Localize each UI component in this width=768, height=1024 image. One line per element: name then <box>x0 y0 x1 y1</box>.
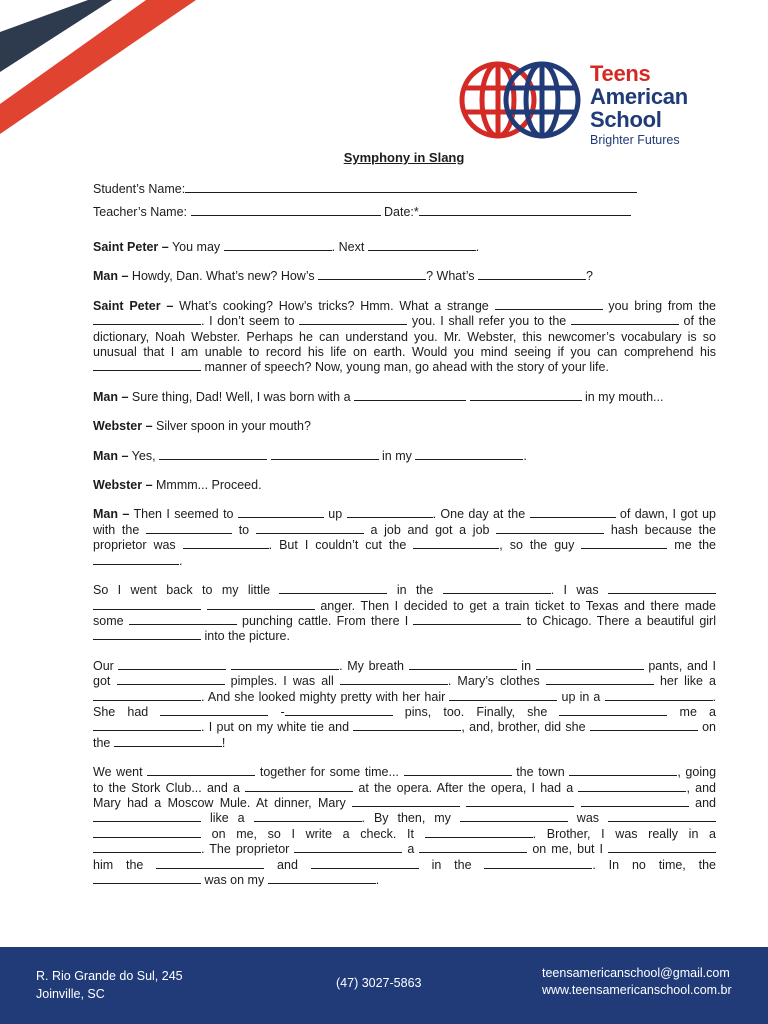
fill-in-blank[interactable] <box>118 660 226 670</box>
fill-in-blank[interactable] <box>93 691 201 701</box>
dialogue-text: . <box>179 553 183 568</box>
fill-in-blank[interactable] <box>231 660 339 670</box>
fill-in-blank[interactable] <box>93 721 201 731</box>
dialogue-text: of the dictionary, Noah Webster. Perhaps he can understand you. Mr. Webster, this newcomer’s vocabulary is so unusual that I am unable to record his life on earth. Would you mind seeing if you can comprehend his <box>93 314 716 360</box>
fill-in-blank[interactable] <box>495 300 603 310</box>
dialogue-text: and <box>264 857 311 872</box>
fill-in-blank[interactable] <box>496 524 604 534</box>
dialogue-text: . And she looked mighty pretty with her hair <box>201 689 450 704</box>
dialogue-text: in my mouth... <box>581 389 664 404</box>
dialogue-text: Sure thing, Dad! Well, I was born with a <box>128 389 355 404</box>
fill-in-blank[interactable] <box>159 450 267 460</box>
dialogue-paragraph <box>93 299 716 376</box>
dialogue-text: . In no time, the <box>592 857 716 872</box>
fill-in-blank[interactable] <box>93 630 201 640</box>
fill-in-blank[interactable] <box>530 508 616 518</box>
fill-in-blank[interactable] <box>404 766 512 776</box>
corner-stripes-decoration <box>0 0 200 140</box>
fill-in-blank[interactable] <box>415 450 523 460</box>
speaker-label: Man – <box>93 269 129 284</box>
dialogue-text: ? What’s <box>426 269 478 284</box>
address-line-1: R. Rio Grande do Sul, 245 <box>36 969 183 983</box>
dialogue-text: . <box>375 873 380 887</box>
fill-in-blank[interactable] <box>608 812 716 822</box>
dialogue-text: Silver spoon in your mouth? <box>152 419 311 434</box>
dialogue-paragraph <box>93 269 716 284</box>
dialogue-text: up <box>323 507 347 522</box>
fill-in-blank[interactable] <box>160 706 268 716</box>
dialogue-text: hash because the proprietor was <box>93 522 716 553</box>
fill-in-blank[interactable] <box>466 797 574 807</box>
fill-in-blank[interactable] <box>368 241 476 251</box>
dialogue-text: on me, but I <box>527 842 608 857</box>
fill-in-blank[interactable] <box>93 600 201 610</box>
dialogue-text: Our <box>93 658 119 673</box>
fill-in-blank[interactable] <box>268 874 376 884</box>
fill-in-blank[interactable] <box>559 706 667 716</box>
brand-line-teens: Teens <box>590 61 651 86</box>
dialogue-paragraph <box>93 659 716 751</box>
speaker-label: Man – <box>93 448 129 463</box>
school-logo <box>456 58 706 147</box>
dialogue-text: Yes, <box>128 448 160 463</box>
dialogue-text: ? <box>585 269 593 284</box>
dialogue-text: . <box>523 448 527 463</box>
dialogue-text: like a <box>201 811 254 826</box>
dialogue-text: , and, brother, did she <box>461 720 590 735</box>
dialogue-text: anger. Then I decided to get a train ticket to Texas and there made some <box>93 598 716 628</box>
fill-in-blank[interactable] <box>569 766 677 776</box>
fill-in-blank[interactable] <box>546 675 654 685</box>
dialogue-text: together for some time... <box>255 765 404 780</box>
dialogue-paragraph <box>93 478 716 493</box>
fill-in-blank[interactable] <box>347 508 433 518</box>
dialogue-text: was <box>567 811 608 826</box>
dialogue-text: on the <box>93 720 716 750</box>
fill-in-blank[interactable] <box>114 737 222 747</box>
dialogue-text: of dawn, I got up with the <box>93 507 716 537</box>
dialogue-text: in the <box>418 857 485 872</box>
dialogue-text: you bring from the <box>602 298 717 313</box>
teacher-name-line[interactable] <box>191 206 381 216</box>
dialogue-text: and <box>688 795 716 810</box>
fill-in-blank[interactable] <box>460 812 568 822</box>
fill-in-blank[interactable] <box>590 721 698 731</box>
dialogue-text: me the <box>667 538 716 553</box>
fill-in-blank[interactable] <box>571 315 679 325</box>
dialogue-text: pins, too. Finally, she <box>392 704 560 719</box>
dialogue-text: at the opera. After the opera, I had a <box>353 780 579 795</box>
fill-in-blank[interactable] <box>254 812 362 822</box>
fill-in-blank[interactable] <box>285 706 393 716</box>
footer-email[interactable]: teensamericanschool@gmail.com <box>542 966 730 980</box>
dialogue-text: Then I seemed to <box>129 507 238 522</box>
fill-in-blank[interactable] <box>147 766 255 776</box>
dialogue-text: So I went back to my little <box>93 583 280 598</box>
speaker-label: Saint Peter – <box>93 298 174 313</box>
fill-in-blank[interactable] <box>608 584 716 594</box>
dialogue-paragraph <box>93 390 716 405</box>
fill-in-blank[interactable] <box>353 721 461 731</box>
brand-name <box>590 62 688 147</box>
globe-icon <box>456 58 586 140</box>
fill-in-blank[interactable] <box>478 270 586 280</box>
speaker-label: Webster – <box>93 419 153 434</box>
dialogue-text: . By then, my <box>361 811 460 826</box>
speaker-label: Man – <box>93 389 129 404</box>
dialogue-paragraph <box>93 507 716 569</box>
fill-in-blank[interactable] <box>294 843 402 853</box>
dialogue-text: . <box>475 240 480 254</box>
fill-in-blank[interactable] <box>93 874 201 884</box>
worksheet-body <box>93 240 716 902</box>
dialogue-text: You may <box>168 240 224 254</box>
fill-in-blank[interactable] <box>340 675 448 685</box>
fill-in-blank[interactable] <box>224 241 332 251</box>
fill-in-blank[interactable] <box>425 828 533 838</box>
fill-in-blank[interactable] <box>93 812 201 822</box>
fill-in-blank[interactable] <box>608 843 716 853</box>
student-name-label: Student’s Name: <box>93 182 186 196</box>
dialogue-text: . My breath <box>339 658 409 673</box>
fill-in-blank[interactable] <box>409 660 517 670</box>
dialogue-paragraph <box>93 449 716 464</box>
dialogue-text: What’s cooking? How’s tricks? Hmm. What a strange <box>173 298 495 313</box>
dialogue-text: a job and got a job <box>363 522 497 537</box>
worksheet-title: Symphony in Slang <box>343 150 465 165</box>
dialogue-text: . Brother, I was really in a <box>532 826 717 841</box>
dialogue-paragraph <box>93 419 716 434</box>
dialogue-text: a <box>402 842 420 857</box>
address-line-2: Joinville, SC <box>36 987 105 1001</box>
dialogue-text: in the <box>387 583 443 598</box>
dialogue-text: punching cattle. From there I <box>236 613 414 628</box>
dialogue-text: to <box>232 522 256 537</box>
fill-in-blank[interactable] <box>581 539 667 549</box>
fill-in-blank[interactable] <box>605 691 713 701</box>
dialogue-text: We went <box>93 765 148 780</box>
dialogue-text: up in a <box>557 689 605 704</box>
dialogue-text: . I was <box>550 583 608 598</box>
dialogue-text: Howdy, Dan. What’s new? How’s <box>128 269 319 284</box>
dialogue-text: . One day at the <box>432 507 530 522</box>
dialogue-text: , and Mary had a Moscow Mule. At dinner, Mary <box>93 780 716 810</box>
fill-in-blank[interactable] <box>156 859 264 869</box>
student-name-line[interactable] <box>185 183 637 193</box>
speaker-label: Man – <box>93 507 130 522</box>
fill-in-blank[interactable] <box>484 859 592 869</box>
dialogue-paragraph <box>93 240 716 255</box>
dialogue-text: . But I couldn’t cut the <box>268 538 414 553</box>
fill-in-blank[interactable] <box>93 843 201 853</box>
fill-in-blank[interactable] <box>256 524 364 534</box>
dialogue-text: , so the guy <box>499 538 582 553</box>
dialogue-text: . She had <box>93 689 716 719</box>
dialogue-text: her like a <box>653 674 716 689</box>
dialogue-text: . I put on my white tie and <box>201 720 354 735</box>
dialogue-text: pants, and I got <box>93 658 716 689</box>
dialogue-text: - <box>268 704 285 719</box>
speaker-label: Saint Peter – <box>93 240 169 254</box>
brand-tagline: Brighter Futures <box>590 133 680 147</box>
dialogue-text: in my <box>378 448 416 463</box>
dialogue-text: me a <box>667 704 717 719</box>
fill-in-blank[interactable] <box>449 691 557 701</box>
fill-in-blank[interactable] <box>183 539 269 549</box>
fill-in-blank[interactable] <box>318 270 426 280</box>
dialogue-text: . Next <box>331 240 368 254</box>
dialogue-text: on me, so I write a check. It <box>201 826 425 841</box>
footer-address <box>36 967 183 1003</box>
brand-line-school: School <box>590 107 662 132</box>
fill-in-blank[interactable] <box>117 675 225 685</box>
dialogue-text: . Mary’s clothes <box>447 674 546 689</box>
fill-in-blank[interactable] <box>129 615 237 625</box>
dialogue-text: . The proprietor <box>201 842 295 857</box>
fill-in-blank[interactable] <box>271 450 379 460</box>
dialogue-text: , going to the Stork Club... and a <box>93 765 717 795</box>
dialogue-text: ! <box>221 735 226 750</box>
fill-in-blank[interactable] <box>93 828 201 838</box>
dialogue-text: into the picture. <box>201 629 290 644</box>
fill-in-blank[interactable] <box>352 797 460 807</box>
fill-in-blank[interactable] <box>536 660 644 670</box>
student-name-field[interactable] <box>93 182 637 196</box>
fill-in-blank[interactable] <box>470 391 582 401</box>
teacher-date-field[interactable] <box>93 205 631 219</box>
brand-line-american: American <box>590 84 688 109</box>
dialogue-text: in <box>516 658 536 673</box>
fill-in-blank[interactable] <box>413 615 521 625</box>
fill-in-blank[interactable] <box>146 524 232 534</box>
dialogue-text: was on my <box>201 873 268 887</box>
fill-in-blank[interactable] <box>299 315 407 325</box>
dialogue-text: . I don’t seem to <box>201 314 300 329</box>
dialogue-text: manner of speech? Now, young man, go ahead with the story of your life. <box>201 360 609 375</box>
dialogue-text: you. I shall refer you to the <box>407 314 571 329</box>
fill-in-blank[interactable] <box>279 584 387 594</box>
fill-in-blank[interactable] <box>354 391 466 401</box>
teacher-name-label: Teacher’s Name: <box>93 205 188 219</box>
fill-in-blank[interactable] <box>93 315 201 325</box>
fill-in-blank[interactable] <box>238 508 324 518</box>
dialogue-text: the town <box>511 765 570 780</box>
dialogue-text: pimples. I was all <box>224 674 340 689</box>
fill-in-blank[interactable] <box>581 797 689 807</box>
dialogue-text: him the <box>93 857 157 872</box>
fill-in-blank[interactable] <box>419 843 527 853</box>
dialogue-text: to Chicago. There a beautiful girl <box>521 613 716 628</box>
fill-in-blank[interactable] <box>207 600 315 610</box>
fill-in-blank[interactable] <box>93 361 201 371</box>
fill-in-blank[interactable] <box>413 539 499 549</box>
footer-website[interactable]: www.teensamericanschool.com.br <box>542 983 732 997</box>
fill-in-blank[interactable] <box>443 584 551 594</box>
footer <box>0 947 768 1024</box>
date-line[interactable] <box>419 206 631 216</box>
footer-contact <box>542 965 742 999</box>
date-label: Date:* <box>384 205 419 219</box>
fill-in-blank[interactable] <box>578 782 686 792</box>
fill-in-blank[interactable] <box>311 859 419 869</box>
dialogue-text: Mmmm... Proceed. <box>152 478 262 493</box>
speaker-label: Webster – <box>93 478 153 493</box>
footer-phone: (47) 3027-5863 <box>336 976 422 990</box>
dialogue-paragraph <box>93 765 716 888</box>
fill-in-blank[interactable] <box>93 555 179 565</box>
dialogue-paragraph <box>93 583 716 645</box>
fill-in-blank[interactable] <box>245 782 353 792</box>
